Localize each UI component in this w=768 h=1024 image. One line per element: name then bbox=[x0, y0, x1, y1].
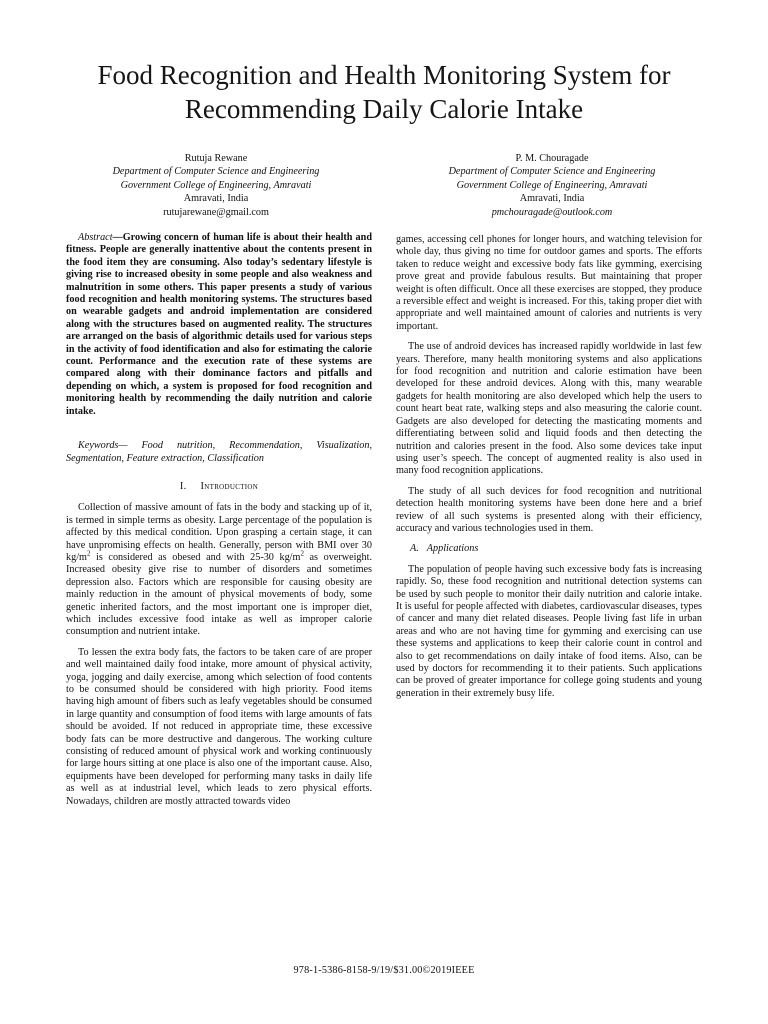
intro-p1-text-b: is considered as obesed and with 25-30 kg/m bbox=[90, 551, 301, 563]
section-title: Introduction bbox=[200, 480, 259, 492]
paper-title: Food Recognition and Health Monitoring System for Recommending Daily Calorie Intake bbox=[97, 60, 671, 124]
superscript-2: 2 bbox=[300, 549, 304, 558]
abstract-label: Abstract bbox=[78, 232, 113, 243]
subsection-title: Applications bbox=[426, 543, 479, 555]
right-column bbox=[396, 234, 702, 708]
right-paragraph-4: The population of people having such excessive body fats is increasing rapidly. So, these food recognition and nutritional detection systems can be used by such people to monitor their daily nutrition and calorie intake. It is useful for people affected with diabetes, cardiovascular diseases, types of cancer and many diet related diseases. People living fast life in urban areas and who are not having time for gymming and exercising can use these systems and applications to keep their calorie count in control and also to get recommendations on daily intake of food items. Also, can be used by doctors for recommending it to their patients. Such applications can be proved of greater importance for college going students and young generation in their extremely busy life. bbox=[396, 563, 702, 699]
intro-paragraph-2: To lessen the extra body fats, the factors to be taken care of are proper and well maintained daily food intake, more amount of physical activity, yoga, jogging and daily exercise, among which selection of food contents to be consumed should be considered with high priority. Food items having high amount of fibers such as leafy vegetables should be consumed in large quantity and consumption of food items with large amounts of fats should be avoided. If not reduced in appropriate time, these excessive body fats can be more destructive and dangerous. The working culture consisting of reduced amount of physical work and working continuously for large hours sitting at one place is also one of the important cause. Also, equipments have been developed for performing many tasks in daily life as well as at industrial level, which leads to zero physical efforts. Nowadays, children are mostly attracted towards video bbox=[66, 646, 372, 807]
right-paragraph-1: games, accessing cell phones for longer hours, and watching television for whole day, thus giving no time for outdoor games and sports. The efforts taken to reduce weight and excessive body fats like gymming, exercising prove great and provide fabulous results. But maintaining that proper weight is often difficult. Once all these exercises are stopped, they produce a reversible effect and weight is increased. For this, taking proper diet with appropriate and well maintained amount of calories and nutrients is very important. bbox=[396, 234, 702, 332]
author-location: Amravati, India bbox=[183, 193, 249, 205]
keywords-label: Keywords— bbox=[78, 440, 128, 452]
abstract-text: Growing concern of human life is about their health and fitness. People are generally inattentive about the contents present in the food item they are consuming. Also today’s sedentary lifestyle is giving rise to increased obesity in some people and also weakness and malnutrition in some others. This paper presents a study of various food recognition and health monitoring systems. The structures based on wearable gadgets and android implementation are considered along with the structures based on augmented reality. The structures are arranged on the basis of algorithmic details used for various steps in the activity of food identification and also for estimating the calorie count. Performance and the execution rate of these systems are compared along with their dominance factors and pitfalls and depending on which, a system is proposed for food recognition and monitoring health by recommending the daily nutrition and calorie intake. bbox=[66, 232, 372, 417]
right-paragraph-3: The study of all such devices for food recognition and nutritional detection health monitoring systems have been done here and a brief review of all such systems is presented along with their efficiency, accuracy and various technologies used in them. bbox=[396, 485, 702, 534]
keywords bbox=[66, 440, 372, 465]
author-college: Government College of Engineering, Amravati bbox=[120, 179, 312, 191]
author-block-2 bbox=[402, 152, 702, 219]
author-department: Department of Computer Science and Engineering bbox=[112, 166, 320, 178]
author-location: Amravati, India bbox=[519, 193, 585, 205]
author-department: Department of Computer Science and Engineering bbox=[448, 166, 656, 178]
author-email: rutujarewane@gmail.com bbox=[163, 206, 269, 218]
author-name: Rutuja Rewane bbox=[184, 153, 248, 164]
intro-paragraph-1 bbox=[66, 502, 372, 638]
section-heading-introduction bbox=[66, 481, 372, 493]
abstract bbox=[66, 232, 372, 418]
subsection-heading-applications bbox=[410, 543, 702, 555]
author-name: P. M. Chouragade bbox=[515, 153, 589, 164]
right-paragraph-2: The use of android devices has increased rapidly worldwide in last few years. Therefore, many health monitoring systems and also applications for food recognition and nutrition and calorie estimation have been developed for these android devices. Along with this, many wearable gadgets for health monitoring are also developed which help the users to count heart beat rate, walking steps and also measuring the calorie count. Gadgets are also developed for detecting the masticating moments and differentiating between solid and liquid foods and then detecting the nutrition and calories present in the food. Also some devices take input using user’s speech. The concept of augmented reality is also used in many food recognition applications. bbox=[396, 341, 702, 477]
superscript-2: 2 bbox=[86, 549, 91, 558]
section-number: I. bbox=[179, 480, 187, 492]
subsection-number: A. bbox=[410, 543, 419, 555]
author-block-1 bbox=[66, 152, 366, 219]
intro-p1-text-c: as overweight. Increased obesity give rise to number of disorders and sometimes depression also. Factors which are responsible for causing obesity are mainly reduction in the amount of physical movements of body, some genetic inherited factors, and the most important one is improper diet, which includes excessive food intake as well as improper calorie consumption and nutrient intake. bbox=[66, 551, 372, 638]
author-email: pmchouragade@outlook.com bbox=[491, 206, 613, 218]
intro-p1-text-a: Collection of massive amount of fats in the body and stacking up of it, is termed in simple terms as obesity. Large percentage of the population is affected by this medical condition. Upon grasping a certain stage, it can have unpromising effects on health. Generally, person with BMI over 30 kg/m bbox=[66, 502, 372, 563]
left-column bbox=[66, 232, 372, 816]
keywords-text: Food nutrition, Recommendation, Visualization, Segmentation, Feature extraction, Classification bbox=[66, 440, 372, 464]
author-college: Government College of Engineering, Amravati bbox=[456, 179, 648, 191]
abstract-dash: — bbox=[112, 232, 123, 243]
copyright-footer: 978-1-5386-8158-9/19/$31.00©2019IEEE bbox=[293, 965, 475, 976]
